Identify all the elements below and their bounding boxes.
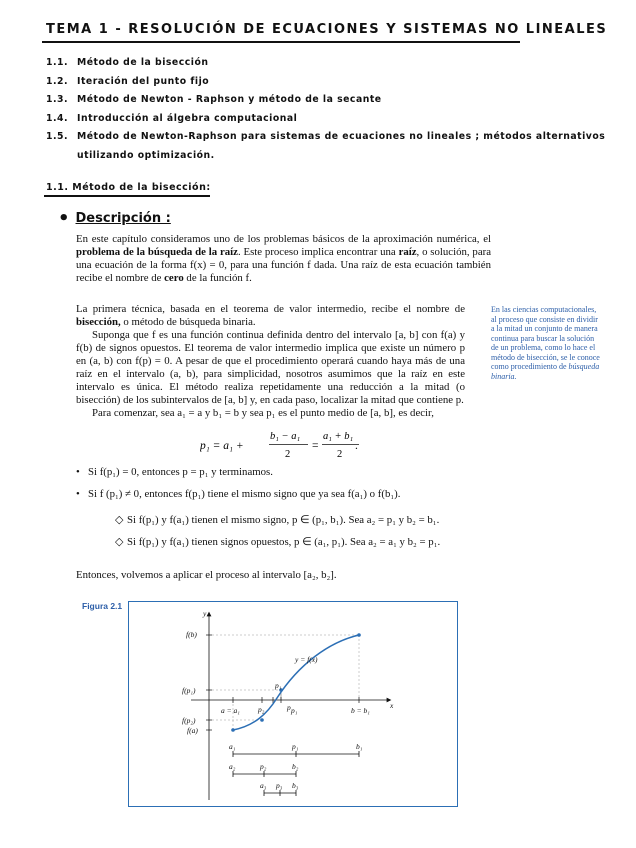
label-p1-axis: p₁ [291, 706, 298, 715]
page-title: TEMA 1 - RESOLUCIÓN DE ECUACIONES Y SISTEMAS NO LINEALES [46, 22, 608, 37]
bullet-icon: • [76, 488, 80, 500]
formula-numerator-1: b₁ − a₁ [270, 431, 301, 442]
closing-sentence: Entonces, volvemos a aplicar el proceso al intervalo [a₂, b₂]. [76, 569, 337, 581]
main-text-1: La primera técnica, basada en el teorema de valor intermedio, recibe el nombre de [76, 303, 465, 315]
label-fp1: f(p₁) [182, 686, 196, 695]
table-of-contents [46, 54, 616, 165]
label-p3: p₃ [276, 781, 283, 790]
formula-denominator-1: 2 [285, 449, 291, 460]
figure-label: Figura 2.1 [82, 601, 123, 611]
curve-f [233, 635, 359, 730]
toc-item-number: 1.2. [46, 75, 69, 87]
label-b3: b₃ [292, 781, 299, 790]
label-p1-row1: p₁ [292, 742, 299, 751]
margin-note [491, 305, 603, 381]
intro-text-4: de la función f. [183, 272, 252, 284]
formula-numerator-2: a₁ + b₁ [323, 431, 354, 442]
bullet-dot-icon: • [58, 208, 70, 229]
bisection-diagram-svg [129, 602, 457, 806]
toc-item-text: Introducción al álgebra computacional [77, 112, 298, 124]
y-axis-label: y [203, 609, 207, 618]
main-bold-1: bisección, [76, 316, 121, 328]
toc-item [46, 91, 616, 110]
toc-item [46, 128, 616, 147]
label-p2-row2: p₂ [260, 762, 267, 771]
bullet-icon: • [76, 466, 80, 478]
toc-item-number: 1.5. [46, 131, 69, 142]
intro-bold-2: raíz [398, 246, 417, 258]
toc-item-continuation [46, 147, 616, 166]
toc-item-number: 1.1. [46, 57, 69, 68]
main-text-p2: Suponga que f es una función continua definida dentro del intervalo [a, b] con f(a) y f(b) de signos opuestos. El teorema de valor intermedio implica que existe un número p en (a, b) con f(p) = 0. A pesar de que el procedimiento operará cuando haya más de una raíz en el intervalo (a, b), para simplicidad, nosotros asumimos que la raíz en este intervalo es única. El método realiza repetidamente una reducción a la mitad (o bisección) de los subintervalos de [a, b] y, en cada paso, localizar la mitad que contiene p. [76, 329, 465, 406]
intro-bold-1: problema de la búsqueda de la raíz [76, 246, 238, 258]
formula-denominator-2: 2 [337, 449, 343, 460]
toc-continuation-text: utilizando optimización. [77, 149, 215, 161]
label-b1: b₁ [356, 742, 363, 751]
list-item [76, 466, 273, 478]
label-fa: f(a) [187, 726, 198, 735]
list-item-text: Si f(p₁) = 0, entonces p = p₁ y terminamos. [88, 466, 273, 478]
toc-item-text: Método de la bisección [77, 57, 209, 68]
toc-item [46, 110, 616, 129]
point-p2 [260, 718, 264, 722]
label-b2: b₂ [292, 762, 299, 771]
list-item-text: Si f (p₁) ≠ 0, entonces f(p₁) tiene el mismo signo que ya sea f(a₁) o f(b₁). [88, 488, 401, 500]
curve-label: y = f(x) [295, 655, 318, 664]
sub-list-item-text: Si f(p₁) y f(a₁) tienen signos opuestos, p ∈ (a₁, p₁). Sea a₂ = a₁ y b₂ = p₁. [127, 536, 441, 548]
section-heading: 1.1. Método de la bisección: [46, 182, 211, 193]
formula-period: . [355, 440, 358, 452]
description-bullet [58, 208, 171, 229]
margin-note-text: En las ciencias computacionales, al proceso que consiste en dividir a la mitad un conjunto de manera continua para buscar la solución de un problema, como lo hace el método de bisección, se le conoce como procedimiento de [491, 305, 600, 371]
formula-equals: = [312, 440, 319, 452]
formula-lhs: p₁ = a₁ + [200, 440, 244, 452]
sub-list-item [115, 513, 439, 526]
toc-item [46, 73, 616, 92]
label-fb: f(b) [186, 630, 197, 639]
main-text-p3: Para comenzar, sea a₁ = a y b₁ = b y sea p₁ es el punto medio de [a, b], es decir, [92, 407, 434, 419]
label-a3: a₃ [260, 781, 267, 790]
toc-item [46, 54, 616, 73]
intro-paragraph [76, 233, 491, 285]
diamond-bullet-icon: ◇ [115, 514, 124, 526]
label-p1-point: p₁ [275, 681, 282, 690]
toc-item-number: 1.3. [46, 94, 69, 105]
diamond-bullet-icon: ◇ [115, 536, 124, 548]
intro-text-2: . Este proceso implica encontrar una [237, 246, 399, 258]
main-paragraph [76, 303, 465, 420]
toc-item-number: 1.4. [46, 112, 69, 124]
midpoint-formula [200, 428, 360, 462]
label-b-eq-b1: b = b₁ [351, 706, 370, 715]
point-b [357, 633, 361, 637]
label-fp2: f(p₂) [182, 716, 196, 725]
sub-list-item-text: Si f(p₁) y f(a₁) tienen el mismo signo, p ∈ (p₁, b₁). Sea a₂ = p₁ y b₂ = b₁. [127, 514, 440, 526]
list-item [76, 488, 400, 500]
margin-note-emphasis: búsqueda binaria. [491, 362, 600, 381]
main-text-2: o método de búsqueda binaria. [120, 316, 256, 328]
toc-item-text: Método de Newton-Raphson para sistemas de ecuaciones no lineales ; métodos alternativos [77, 131, 606, 142]
intro-text-3: , o solución, para una ecuación de la forma f(x) = 0, para una función f dada. Una raíz de esta ecuación también recibe el nombre de [76, 246, 492, 284]
figure-bisection-diagram [128, 601, 458, 807]
description-label: Descripción : [75, 211, 171, 226]
sub-list-item [115, 535, 440, 548]
section-heading-underline [44, 195, 210, 197]
title-underline [42, 41, 520, 43]
label-a2: a₂ [229, 762, 236, 771]
label-p-root: p [287, 703, 291, 712]
x-axis-label: x [390, 701, 394, 710]
intro-bold-3: cero [164, 272, 184, 284]
label-a1: a₁ [229, 742, 236, 751]
label-a-eq-a1: a = a₁ [221, 706, 240, 715]
toc-item-text: Método de Newton - Raphson y método de la secante [77, 94, 382, 105]
point-a [231, 728, 235, 732]
intro-text-1: En este capítulo consideramos uno de los problemas básicos de la aproximación numérica, el [76, 233, 491, 245]
label-p2-axis: p₂ [258, 705, 265, 714]
toc-item-text: Iteración del punto fijo [77, 75, 210, 87]
